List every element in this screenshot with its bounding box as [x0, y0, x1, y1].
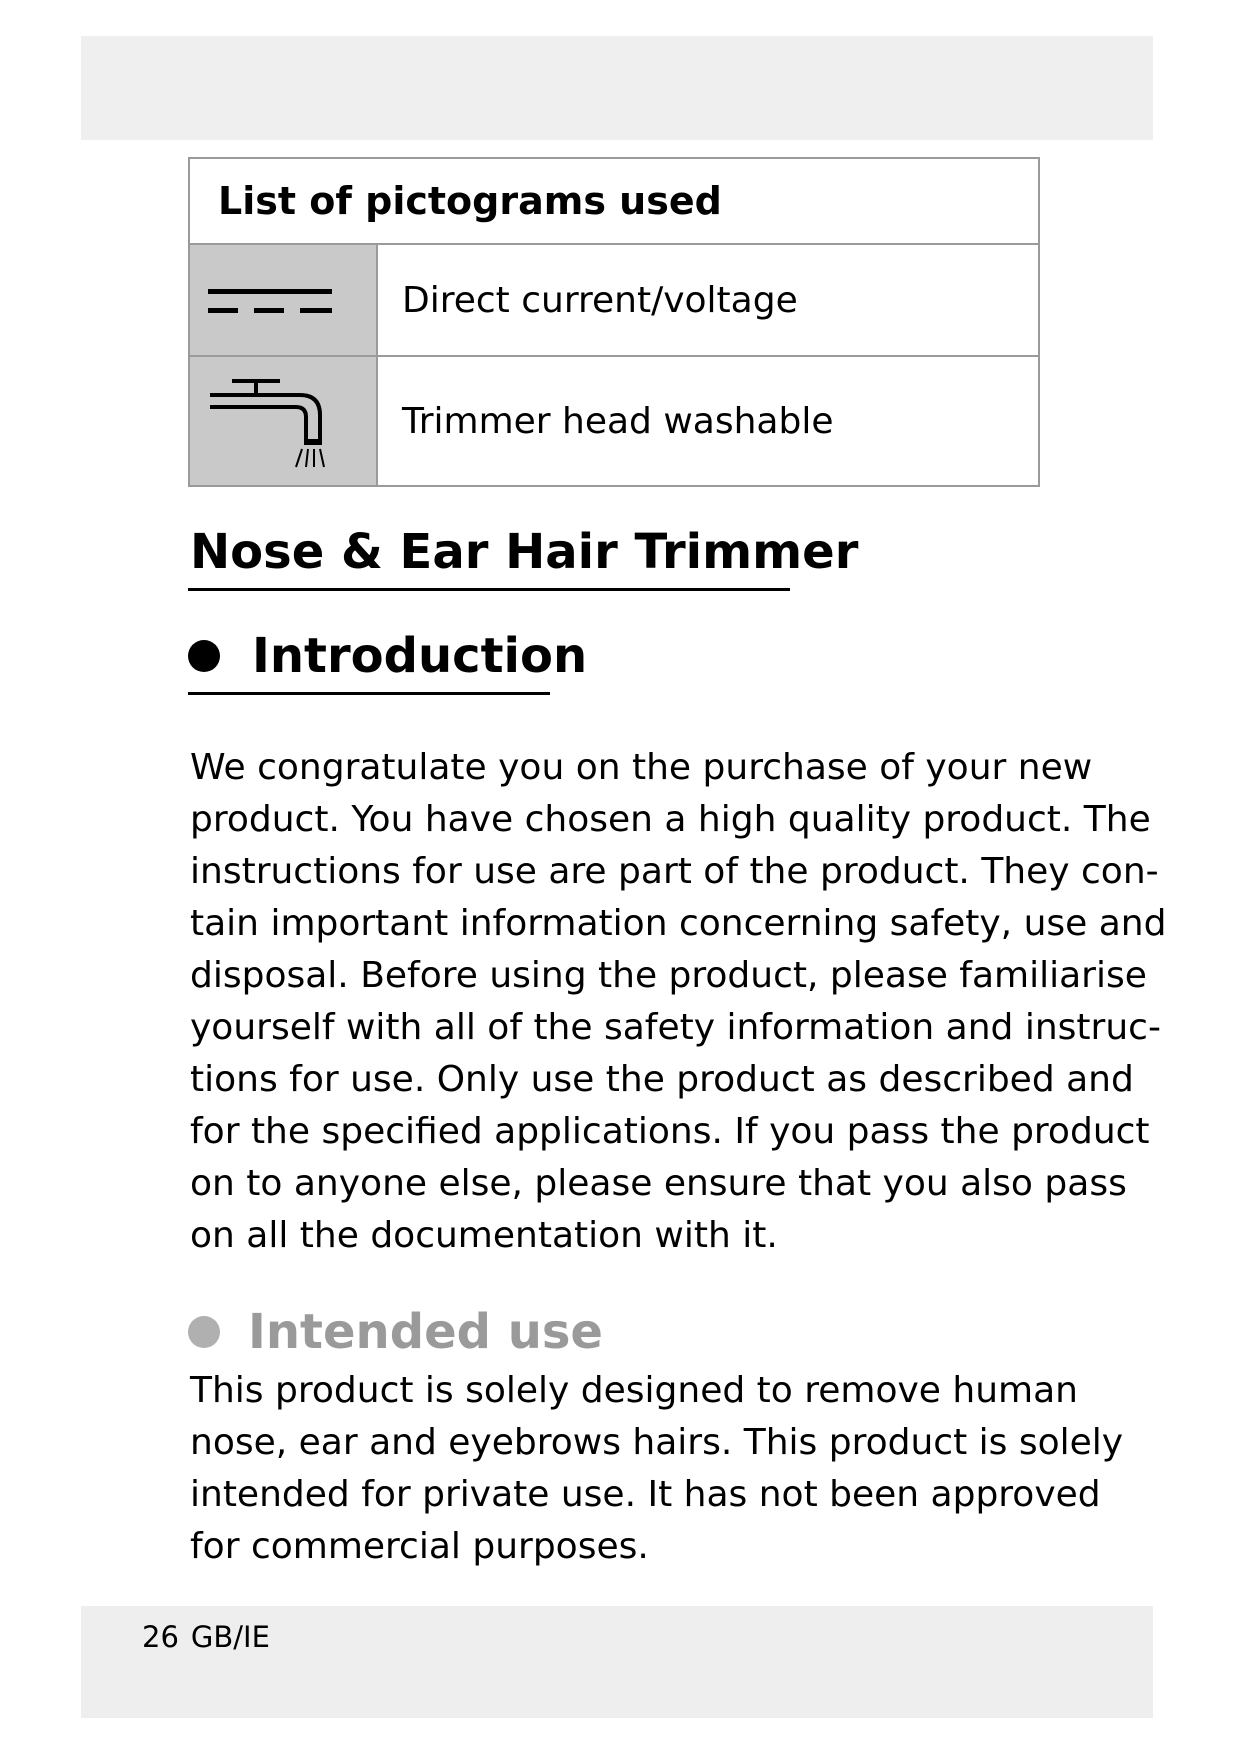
pictogram-label: Direct current/voltage — [377, 244, 1039, 356]
table-row — [189, 244, 1039, 356]
text-line: We congratulate you on the purchase of your new — [190, 747, 1093, 788]
text-line: tain important information concerning safety, use and — [190, 903, 1167, 944]
text-line: on all the documentation with it. — [190, 1215, 778, 1256]
pictogram-label: Trimmer head washable — [377, 356, 1039, 486]
bullet-icon — [188, 1316, 220, 1348]
heading-underline — [188, 692, 550, 695]
text-line: tions for use. Only use the product as described and — [190, 1059, 1134, 1100]
intended-use-paragraph — [190, 1365, 1124, 1573]
icon-cell — [189, 356, 377, 486]
title-underline — [188, 588, 790, 591]
icon-cell — [189, 244, 377, 356]
direct-current-icon — [190, 245, 376, 355]
text-line: on to anyone else, please ensure that you also pass — [190, 1163, 1127, 1204]
introduction-paragraph — [190, 742, 1167, 1262]
table-row — [189, 356, 1039, 486]
text-line: intended for private use. It has not been approved — [190, 1474, 1101, 1515]
introduction-heading-text: Introduction — [252, 628, 588, 684]
washable-tap-icon — [190, 357, 376, 485]
footer — [142, 1620, 270, 1654]
bullet-icon — [188, 640, 220, 672]
pictogram-table — [188, 157, 1040, 487]
text-line: This product is solely designed to remove human — [190, 1370, 1078, 1411]
text-line: nose, ear and eyebrows hairs. This product is solely — [190, 1422, 1124, 1463]
text-line: for commercial purposes. — [190, 1526, 649, 1567]
language-code: GB/IE — [190, 1620, 270, 1654]
text-line: yourself with all of the safety information and instruc- — [190, 1007, 1161, 1048]
intended-use-heading-text: Intended use — [248, 1304, 603, 1360]
intended-use-heading — [188, 1304, 603, 1360]
header-band — [81, 36, 1153, 140]
introduction-heading — [188, 628, 587, 684]
pictogram-table-title: List of pictograms used — [189, 158, 1039, 244]
text-line: disposal. Before using the product, please familiarise — [190, 955, 1147, 996]
text-line: instructions for use are part of the product. They con- — [190, 851, 1159, 892]
page-number: 26 — [142, 1620, 179, 1654]
text-line: for the specified applications. If you pass the product — [190, 1111, 1150, 1152]
text-line: product. You have chosen a high quality product. The — [190, 799, 1151, 840]
product-title: Nose & Ear Hair Trimmer — [190, 524, 859, 580]
